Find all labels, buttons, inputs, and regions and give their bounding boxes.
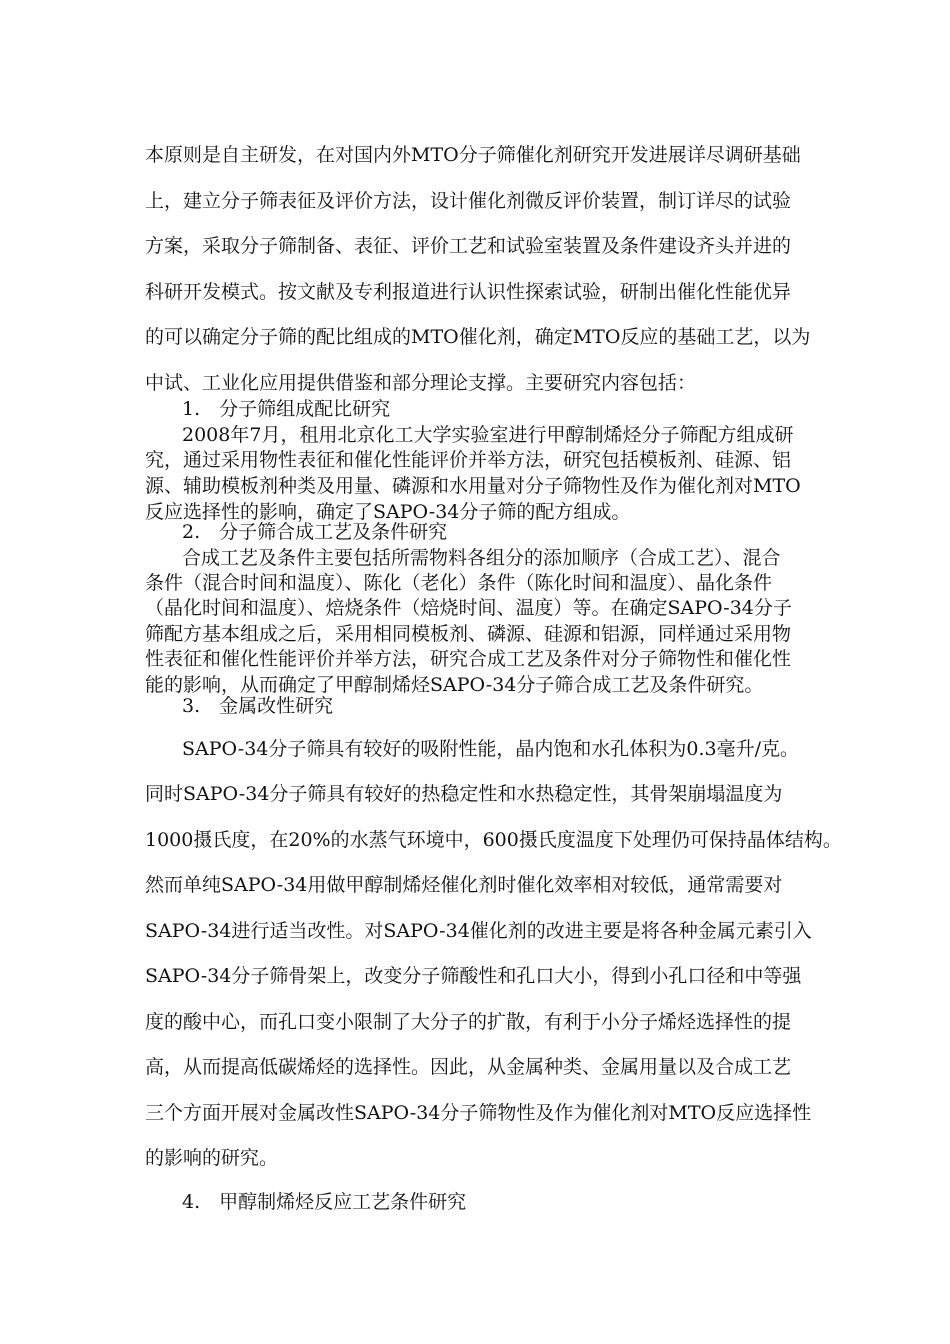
paragraph-line: 合成工艺及条件主要包括所需物料各组分的添加顺序（合成工艺）、混合 <box>182 547 781 569</box>
paragraph-line: 三个方面开展对金属改性SAPO-34分子筛物性及作为催化剂对MTO反应选择性 <box>145 1102 812 1124</box>
paragraph-line: 源、辅助模板剂种类及用量、磷源和水用量对分子筛物性及作为催化剂对MTO <box>145 475 801 497</box>
paragraph-line: 1000摄氏度，在20%的水蒸气环境中，600摄氏度温度下处理仍可保持晶体结构。 <box>145 829 842 851</box>
paragraph-line: 筛配方基本组成之后，采用相同模板剂、磷源、硅源和铝源，同样通过采用物 <box>145 623 792 645</box>
paragraph-line: 反应选择性的影响，确定了SAPO-34分子筛的配方组成。 <box>145 501 631 523</box>
section-heading-2: 2. 分子筛合成工艺及条件研究 <box>182 521 448 543</box>
paragraph-line: SAPO-34进行适当改性。对SAPO-34催化剂的改进主要是将各种金属元素引入 <box>145 920 812 942</box>
paragraph-line: （晶化时间和温度）、焙烧条件（焙烧时间、温度）等。在确定SAPO-34分子 <box>145 597 792 619</box>
section-heading-4: 4. 甲醇制烯烃反应工艺条件研究 <box>182 1191 467 1213</box>
paragraph-line: 2008年7月，租用北京化工大学实验室进行甲醇制烯烃分子筛配方组成研 <box>182 424 794 446</box>
paragraph-line: 的可以确定分子筛的配比组成的MTO催化剂，确定MTO反应的基础工艺，以为 <box>145 326 811 348</box>
paragraph-line: 高，从而提高低碳烯烃的选择性。因此，从金属种类、金属用量以及合成工艺 <box>145 1056 792 1078</box>
paragraph-line: 中试、工业化应用提供借鉴和部分理论支撑。主要研究内容包括： <box>145 372 697 394</box>
paragraph-line: 同时SAPO-34分子筛具有较好的热稳定性和水热稳定性，其骨架崩塌温度为 <box>145 783 783 805</box>
paragraph-line: 的影响的研究。 <box>145 1147 279 1169</box>
paragraph-line: SAPO-34分子筛骨架上，改变分子筛酸性和孔口大小，得到小孔口径和中等强 <box>145 965 802 987</box>
paragraph-line: 上，建立分子筛表征及评价方法，设计催化剂微反评价装置，制订详尽的试验 <box>145 190 792 212</box>
paragraph-line: 度的酸中心，而孔口变小限制了大分子的扩散，有利于小分子烯烃选择性的提 <box>145 1011 792 1033</box>
paragraph-line: 究，通过采用物性表征和催化性能评价并举方法，研究包括模板剂、硅源、铝 <box>145 449 792 471</box>
paragraph-line: 方案，采取分子筛制备、表征、评价工艺和试验室装置及条件建设齐头并进的 <box>145 235 792 257</box>
paragraph-line: SAPO-34分子筛具有较好的吸附性能，晶内饱和水孔体积为0.3毫升/克。 <box>182 738 800 760</box>
paragraph-line: 然而单纯SAPO-34用做甲醇制烯烃催化剂时催化效率相对较低，通常需要对 <box>145 874 783 896</box>
section-heading-3: 3. 金属改性研究 <box>182 695 334 717</box>
paragraph-line: 性表征和催化性能评价并举方法，研究合成工艺及条件对分子筛物性和催化性 <box>145 648 792 670</box>
paragraph-line: 能的影响，从而确定了甲醇制烯烃SAPO-34分子筛合成工艺及条件研究。 <box>145 674 764 696</box>
paragraph-line: 条件（混合时间和温度）、陈化（老化）条件（陈化时间和温度）、晶化条件 <box>145 572 773 594</box>
section-heading-1: 1. 分子筛组成配比研究 <box>182 398 391 420</box>
paragraph-line: 科研开发模式。按文献及专利报道进行认识性探索试验，研制出催化性能优异 <box>145 281 792 303</box>
paragraph-line: 本原则是自主研发，在对国内外MTO分子筛催化剂研究开发进展详尽调研基础 <box>145 144 801 166</box>
